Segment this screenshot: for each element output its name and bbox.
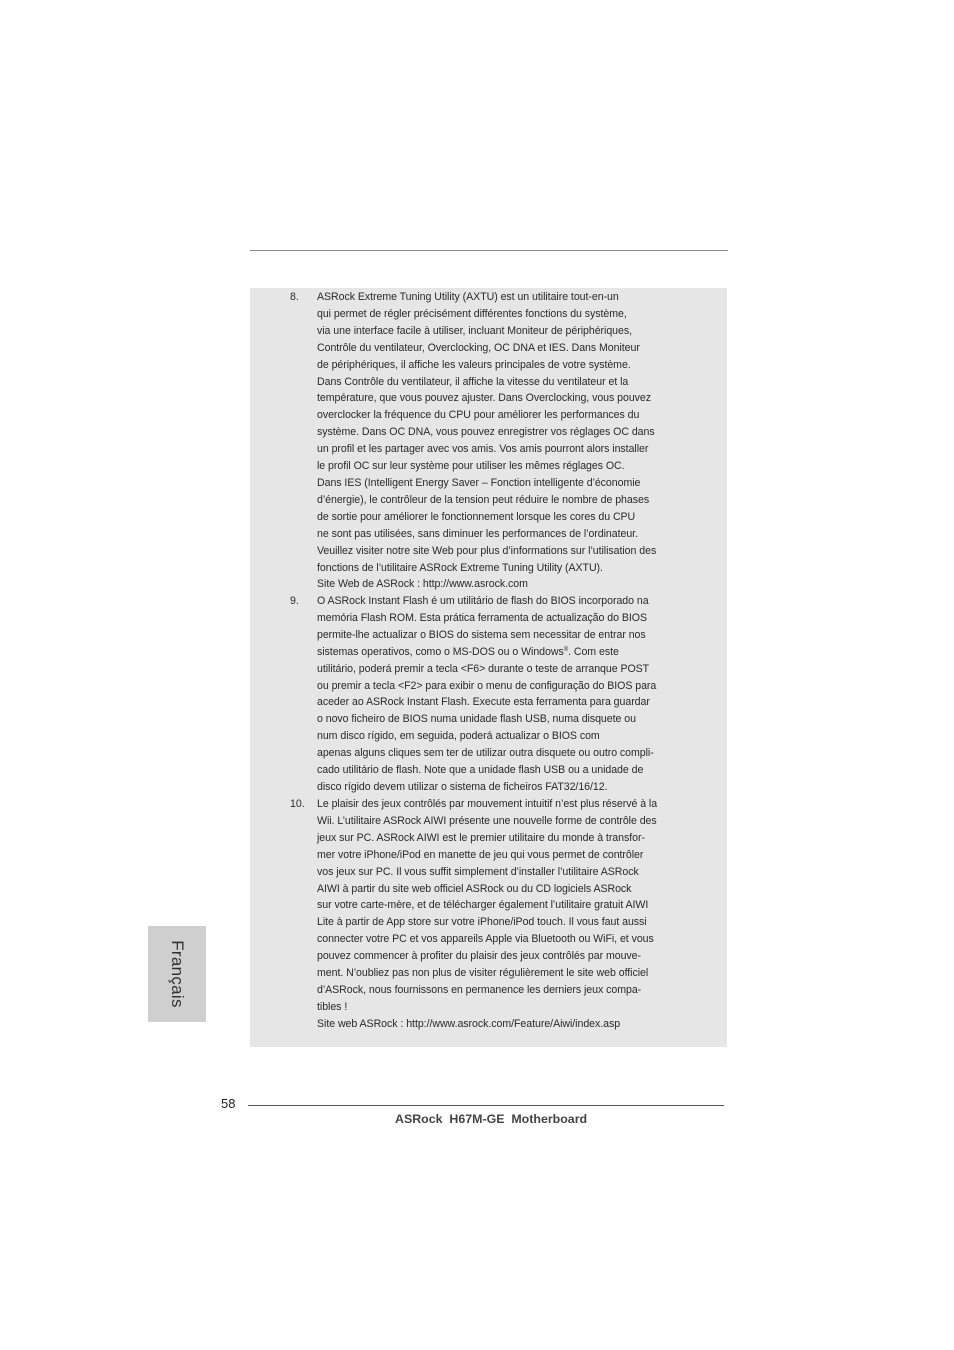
text-line: Contrôle du ventilateur, Overclocking, OC DNA et IES. Dans Moniteur	[317, 341, 640, 354]
text-line: Dans IES (Intelligent Energy Saver – Fonction intelligente d’économie	[317, 476, 641, 489]
text-line: Wii. L’utilitaire ASRock AIWI présente une nouvelle forme de contrôle des	[317, 814, 657, 827]
text-line: vos jeux sur PC. Il vous suffit simplement d’installer l’utilitaire ASRock	[317, 865, 639, 878]
website-label: Site web ASRock :	[317, 1017, 407, 1030]
text-line: le profil OC sur leur système pour utiliser les mêmes réglages OC.	[317, 460, 625, 473]
language-tab-label: Français	[168, 940, 187, 1008]
registered-mark: ®	[563, 646, 569, 653]
text-line: d’ASRock, nous fournissons en permanence les derniers jeux compa-	[317, 983, 642, 996]
windows-line-end: . Com este	[568, 645, 619, 658]
item-number: 10.	[290, 798, 305, 810]
website-line	[317, 576, 697, 593]
text-line	[317, 644, 697, 661]
language-tab	[148, 926, 206, 1022]
text-line: fonctions de l’utilitaire ASRock Extreme Tuning Utility (AXTU).	[317, 561, 603, 574]
website-line	[317, 1016, 697, 1033]
text-line: Lite à partir de App store sur votre iPhone/iPod touch. Il vous faut aussi	[317, 916, 647, 929]
windows-line-start: sistemas operativos, como o MS-DOS ou o Windows	[317, 645, 564, 658]
text-line: mer votre iPhone/iPod en manette de jeu qui vous permet de contrôler	[317, 848, 644, 861]
item-text	[317, 289, 697, 593]
text-line: disco rígido devem utilizar o sistema de ficheiros FAT32/16/12.	[317, 780, 608, 793]
text-line: cado utilitário de flash. Note que a unidade flash USB ou a unidade de	[317, 764, 644, 777]
content-panel	[250, 288, 727, 1047]
text-line: overclocker la fréquence du CPU pour améliorer les performances du	[317, 409, 640, 422]
footer-product-name: ASRock H67M-GE Motherboard	[395, 1112, 588, 1126]
bottom-rule	[248, 1105, 724, 1106]
text-line: qui permet de régler précisément différentes fonctions du système,	[317, 307, 627, 320]
text-line: un profil et les partager avec vos amis. Vos amis pourront alors installer	[317, 443, 649, 456]
text-line: connecter votre PC et vos appareils Apple via Bluetooth ou WiFi, et vous	[317, 933, 654, 946]
text-line: utilitário, poderá premir a tecla <F6> durante o teste de arranque POST	[317, 662, 650, 675]
text-line: d’énergie), le contrôleur de la tension peut réduire le nombre de phases	[317, 493, 650, 506]
text-line: ASRock Extreme Tuning Utility (AXTU) est un utilitaire tout-en-un	[317, 291, 619, 303]
top-rule	[250, 250, 728, 251]
text-line: de périphériques, il affiche les valeurs principales de votre système.	[317, 358, 631, 371]
text-line: AIWI à partir du site web officiel ASRock ou du CD logiciels ASRock	[317, 882, 632, 895]
item-text	[317, 593, 697, 796]
text-line: Le plaisir des jeux contrôlés par mouvement intuitif n’est plus réservé à la	[317, 798, 658, 810]
text-line: O ASRock Instant Flash é um utilitário de flash do BIOS incorporado na	[317, 595, 649, 607]
text-line: apenas alguns cliques sem ter de utilizar outra disquete ou outro compli-	[317, 747, 654, 760]
text-line: ne sont pas utilisées, sans diminuer les performances de l’ordinateur.	[317, 527, 638, 540]
text-line: Veuillez visiter notre site Web pour plus d’informations sur l’utilisation des	[317, 544, 657, 557]
website-label: Site Web de ASRock :	[317, 578, 423, 591]
text-line: permite-lhe actualizar o BIOS do sistema sem necessitar de entrar nos	[317, 628, 646, 641]
text-line: tibles !	[317, 1000, 348, 1013]
text-line: Dans Contrôle du ventilateur, il affiche la vitesse du ventilateur et la	[317, 375, 629, 388]
text-line: pouvez commencer à profiter du plaisir des jeux contrôlés par mouve-	[317, 950, 641, 963]
text-line: memória Flash ROM. Esta prática ferramenta de actualização do BIOS	[317, 611, 647, 624]
text-line: de sortie pour améliorer le fonctionnement lorsque les cores du CPU	[317, 510, 636, 523]
text-line: jeux sur PC. ASRock AIWI est le premier utilitaire du monde à transfor-	[317, 831, 645, 844]
text-line: système. Dans OC DNA, vous pouvez enregistrer vos réglages OC dans	[317, 426, 655, 439]
text-line: aceder ao ASRock Instant Flash. Execute esta ferramenta para guardar	[317, 696, 650, 709]
text-line: ment. N’oubliez pas non plus de visiter régulièrement le site web officiel	[317, 967, 649, 980]
text-line: ou premir a tecla <F2> para exibir o menu de configuração do BIOS para	[317, 679, 657, 692]
item-number: 8.	[290, 291, 299, 303]
text-line: num disco rígido, em seguida, poderá actualizar o BIOS com	[317, 730, 600, 743]
item-text	[317, 796, 697, 1033]
aiwi-website-link[interactable]: http://www.asrock.com/Feature/Aiwi/index.asp	[406, 1017, 621, 1030]
text-line: o novo ficheiro de BIOS numa unidade flash USB, numa disquete ou	[317, 713, 636, 726]
item-number: 9.	[290, 595, 299, 607]
asrock-website-link[interactable]: http://www.asrock.com	[422, 578, 528, 591]
text-line: via une interface facile à utiliser, incluant Moniteur de périphériques,	[317, 324, 632, 337]
page-number: 58	[221, 1096, 236, 1111]
text-line: température, que vous pouvez ajuster. Dans Overclocking, vous pouvez	[317, 392, 652, 405]
text-line: sur votre carte-mère, et de télécharger également l’utilitaire gratuit AIWI	[317, 899, 649, 912]
